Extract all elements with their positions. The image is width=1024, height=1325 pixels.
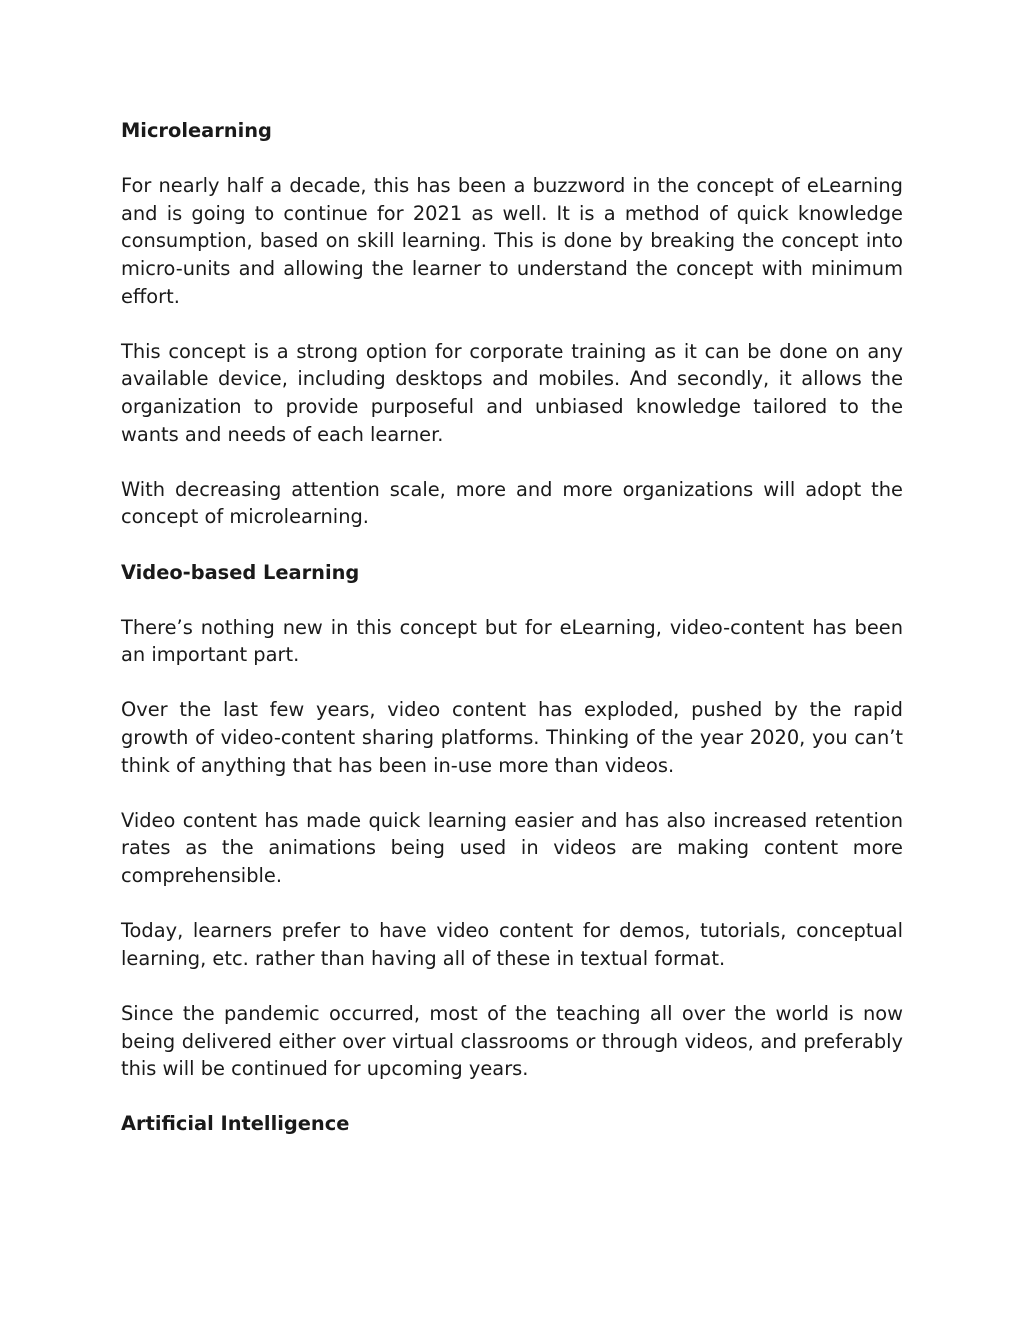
paragraph: There’s nothing new in this concept but for eLearning, video-content has been an important part.	[121, 615, 903, 667]
document-page	[121, 117, 903, 1166]
section-heading: Artificial Intelligence	[121, 1112, 350, 1136]
paragraph: Since the pandemic occurred, most of the teaching all over the world is now being delivered either over virtual classrooms or through videos, and preferably this will be continued for upcoming years.	[121, 1002, 903, 1081]
paragraph: For nearly half a decade, this has been a buzzword in the concept of eLearning and is going to continue for 2021 as well. It is a method of quick knowledge consumption, based on skill learning. This is done by breaking the concept into micro-units and allowing the learner to understand the concept with minimum effort.	[121, 174, 903, 308]
section-video-based-learning	[121, 559, 903, 1083]
section-heading: Microlearning	[121, 119, 272, 142]
paragraph: Video content has made quick learning easier and has also increased retention rates as the animations being used in videos are making content more comprehensible.	[121, 808, 903, 888]
paragraph: Over the last few years, video content has exploded, pushed by the rapid growth of video-content sharing platforms. Thinking of the year 2020, you can’t think of anything that has been in-use more than videos.	[121, 698, 903, 777]
paragraph: With decreasing attention scale, more and more organizations will adopt the concept of microlearning.	[121, 477, 903, 529]
section-artificial-intelligence	[121, 1110, 903, 1138]
section-microlearning	[121, 117, 903, 531]
paragraph: Today, learners prefer to have video content for demos, tutorials, conceptual learning, etc. rather than having all of these in textual format.	[121, 919, 903, 970]
section-heading: Video-based Learning	[121, 560, 360, 584]
paragraph: This concept is a strong option for corporate training as it can be done on any available device, including desktops and mobiles. And secondly, it allows the organization to provide purposeful and unbiased knowledge tailored to the wants and needs of each learner.	[121, 339, 903, 446]
